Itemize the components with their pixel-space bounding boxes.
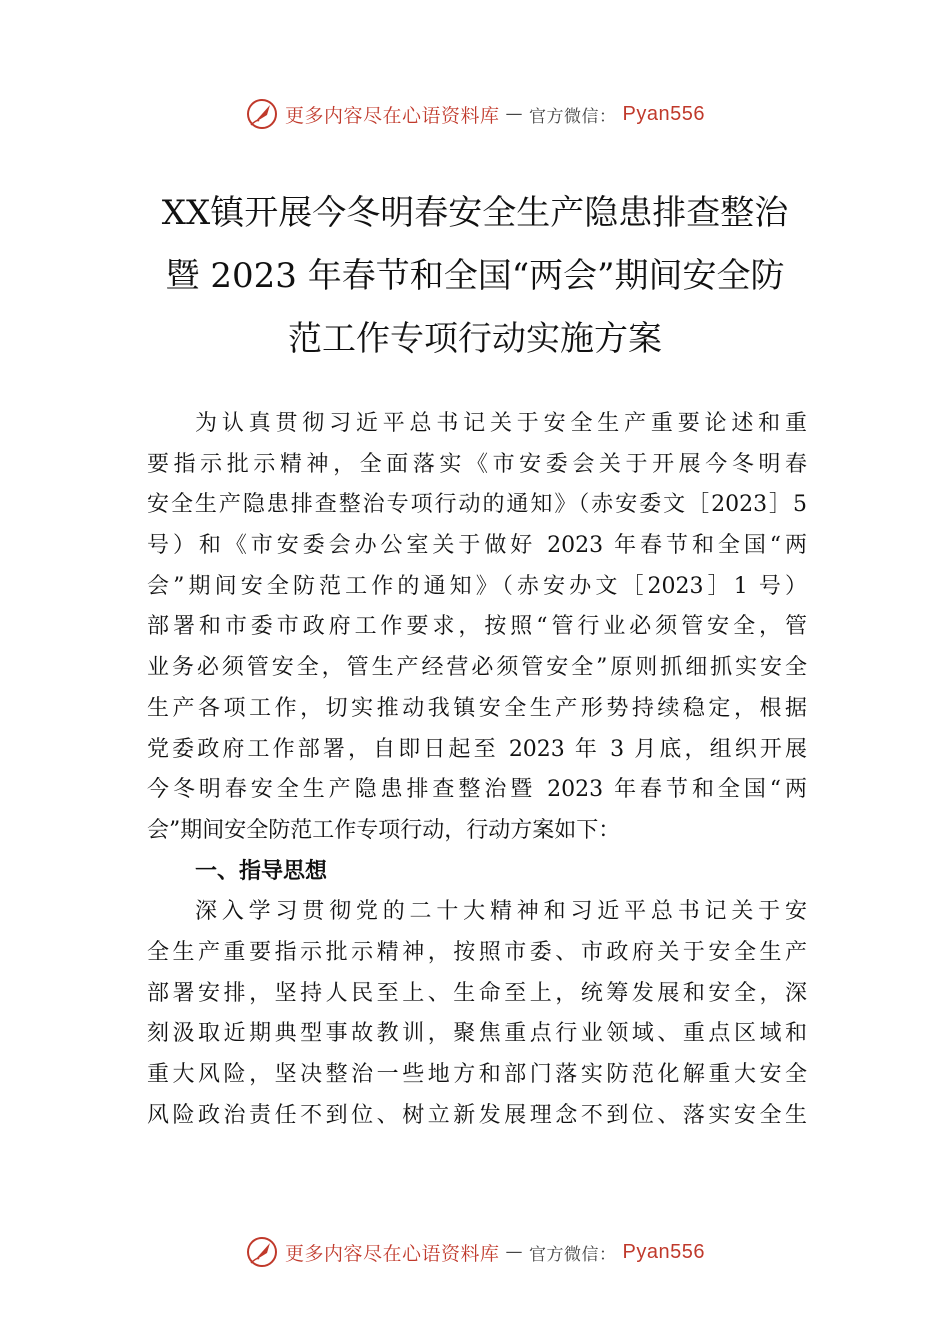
watermark-dash: — bbox=[505, 1242, 524, 1262]
intro-line: 要指示批示精神，全面落实《市安委会关于开展今冬明春 bbox=[147, 451, 807, 477]
intro-line: 生产各项工作，切实推动我镇安全生产形势持续稳定，根据 bbox=[147, 695, 807, 721]
section-line: 风险政治责任不到位、树立新发展理念不到位、落实安全生 bbox=[147, 1102, 807, 1128]
watermark-banner-bottom bbox=[0, 1232, 950, 1272]
section-line: 深入学习贯彻党的二十大精神和习近平总书记关于安 bbox=[195, 899, 807, 925]
intro-line: 会”期间安全防范工作的通知》（赤安办文［2023］1 号） bbox=[147, 573, 807, 599]
title-line: XX镇开展今冬明春安全生产隐患排查整治 bbox=[161, 193, 789, 233]
watermark-dash: — bbox=[505, 104, 524, 124]
quill-logo-icon bbox=[245, 1235, 279, 1269]
title-line: 暨 2023 年春节和全国“两会”期间安全防 bbox=[165, 256, 785, 296]
watermark-banner-top bbox=[0, 94, 950, 134]
watermark-brand: 更多内容尽在心语资料库 bbox=[285, 104, 500, 127]
section-heading: 一、指导思想 bbox=[195, 858, 328, 884]
intro-line: 号）和《市安委会办公室关于做好 2023 年春节和全国“两 bbox=[147, 533, 807, 559]
intro-line: 部署和市委市政府工作要求，按照“管行业必须管安全，管 bbox=[147, 614, 807, 640]
intro-line: 今冬明春安全生产隐患排查整治暨 2023 年春节和全国“两 bbox=[147, 777, 807, 803]
section-line: 全生产重要指示批示精神，按照市委、市政府关于安全生产 bbox=[147, 939, 807, 965]
intro-line: 安全生产隐患排查整治专项行动的通知》（赤安委文［2023］5 bbox=[147, 492, 807, 518]
watermark-wechat-id: Pyan556 bbox=[622, 102, 705, 125]
intro-line: 党委政府工作部署，自即日起至 2023 年 3 月底，组织开展 bbox=[147, 736, 807, 762]
watermark-wechat-label: 官方微信： bbox=[529, 106, 617, 127]
section-line: 部署安排，坚持人民至上、生命至上，统筹发展和安全，深 bbox=[147, 980, 807, 1006]
watermark-brand: 更多内容尽在心语资料库 bbox=[285, 1242, 500, 1265]
watermark-wechat-id: Pyan556 bbox=[622, 1240, 705, 1263]
intro-line: 为认真贯彻习近平总书记关于安全生产重要论述和重 bbox=[195, 411, 807, 436]
section-line: 重大风险，坚决整治一些地方和部门落实防范化解重大安全 bbox=[147, 1062, 807, 1087]
section-line: 刻汲取近期典型事故教训，聚焦重点行业领域、重点区域和 bbox=[147, 1021, 807, 1047]
document-title bbox=[110, 182, 840, 371]
watermark-wechat-label: 官方微信： bbox=[529, 1244, 617, 1265]
quill-logo-icon bbox=[245, 97, 279, 131]
intro-line: 业务必须管安全，管生产经营必须管安全”原则抓细抓实安全 bbox=[147, 655, 807, 681]
intro-line: 会”期间安全防范工作专项行动，行动方案如下： bbox=[147, 817, 621, 843]
document-body bbox=[147, 404, 807, 1136]
title-line: 范工作专项行动实施方案 bbox=[288, 319, 662, 359]
